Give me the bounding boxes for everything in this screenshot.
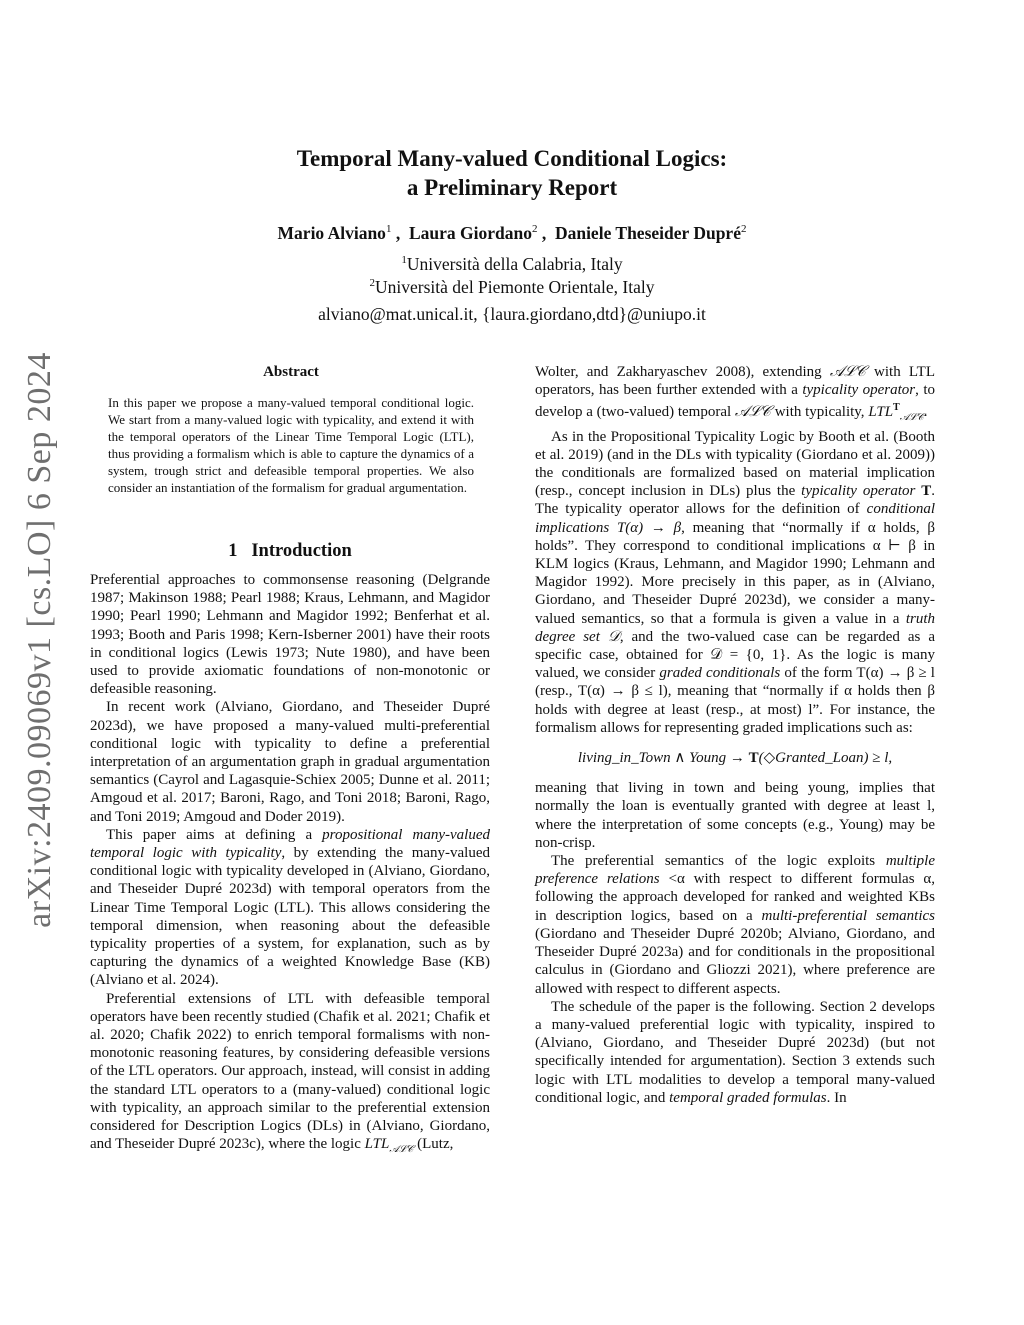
emphasis: truth degree set bbox=[535, 610, 935, 645]
author-name: Laura Giordano bbox=[408, 223, 532, 243]
display-formula: living_in_Town ∧ Young → T(◇Granted_Loan) ≥ l, bbox=[577, 750, 893, 767]
author-emails: alviano@mat.unical.it, {laura.giordano,dtd}@uniupo.it bbox=[318, 304, 706, 324]
paragraph: In recent work (Alviano, Giordano, and Theseider Dupré 2023d), we have proposed a many-valued multi-preferential conditional logic with typicality to define a preferential interpretation of an argumentation graph in gradual argumentation semantics (Cayrol and Lagasquie-Schiex 2005; Dunne et al. 2011; Amgoud et al. 2017; Baroni, Rago, and Toni 2018; Baroni, Rago, and Toni 2019; Amgoud and Doder 2019). bbox=[90, 699, 490, 825]
right-column bbox=[535, 363, 935, 1107]
paper-title bbox=[150, 144, 874, 202]
author-affil-mark: 2 bbox=[531, 223, 538, 236]
paragraph: This paper aims at defining a propositional many-valued temporal logic with typicality, by extending the many-valued conditional logic with typicality developed in (Alviano, Giordano, and Theseider Dupré 2023d) with temporal operators from the Linear Time Temporal Logic (LTL). This allows considering the temporal dimension, when reasoning about the defeasible typicality properties of a system, for explanation, such as by capturing the dynamics of a weighted Knowledge Base (KB) (Alviano et al. 2024). bbox=[90, 826, 490, 989]
section-number: 1 bbox=[228, 541, 238, 561]
affiliation-mark: 1 bbox=[401, 254, 407, 267]
paragraph: Preferential extensions of LTL with defeasible temporal operators have been recently studied (Chafik et al. 2021; Chafik et al. 2020; Chafik 2022) to enrich temporal formalisms with non-monotonic reasoning features, by considering defeasible versions of the LTL operators. Our approach, instead, will consist in adding the standard LTL operators to a (many-valued) conditional logic with typicality, an approach similar to the preferential extension considered for Description Logics (DLs) in (Alviano, Giordano, and Theseider Dupré 2023c), where the logic $LTL_{𝒜ℒ𝒞}$ (Lutz, bbox=[90, 990, 490, 1156]
title-line-1: Temporal Many-valued Conditional Logics: bbox=[296, 146, 728, 171]
arxiv-identifier: arXiv:2409.09069v1 [cs.LO] 6 Sep 2024 bbox=[21, 352, 58, 928]
emphasis: temporal graded formulas bbox=[669, 1089, 827, 1106]
emphasis: multi-preferential semantics bbox=[761, 907, 935, 924]
section-title: Introduction bbox=[251, 541, 352, 561]
author-affil-mark: 1 bbox=[385, 223, 392, 236]
affiliation-mark: 2 bbox=[369, 277, 376, 290]
author-name: Daniele Theseider Dupré bbox=[554, 223, 741, 243]
author-list: Mario Alviano$^1$ , Laura Giordano$^2$ , Daniele Theseider Dupré$^2$ bbox=[277, 223, 747, 243]
abstract-text: In this paper we propose a many-valued temporal conditional logic. We start from a many-valued logic with typicality, and extend it with the temporal operators of the Linear Time Temporal Logic (LTL), thus providing a formalism which is able to capture the dynamics of a system, trough strict and defeasible temporal properties. We also consider an instantiation of the formalism for gradual argumentation. bbox=[108, 395, 474, 496]
affiliation-2 bbox=[120, 277, 904, 298]
math-ltl-t-alc: $LTL^T_{𝒜ℒ𝒞}$ bbox=[868, 402, 924, 424]
paragraph: Wolter, and Zakharyaschev 2008), extending 𝒜ℒ𝒞 with LTL operators, has been further extended with a typicality operator, to develop a (two-valued) temporal 𝒜ℒ𝒞 with typicality, $LTL^T_{𝒜ℒ𝒞}$. bbox=[535, 364, 935, 424]
paragraph: The preferential semantics of the logic exploits multiple preference relations <α with respect to different formulas α, following the approach developed for ranked and weighted KBs in description logics, based on a multi-preferential semantics (Giordano and Theseider Dupré 2020b; Alviano, Giordano, and Theseider Dupré 2023a) and for conditionals in the propositional calculus in (Giordano and Gliozzi 2021), where preference are allowed with respect to different aspects. bbox=[535, 853, 936, 997]
emphasis: multiple preference relations bbox=[535, 853, 935, 888]
affiliation-text: Università del Piemonte Orientale, Italy bbox=[375, 277, 655, 297]
paragraph: meaning that living in town and being young, implies that normally the loan is eventually granted with degree at least l, where the interpretation of some concepts (e.g., Young) may be non-crisp. bbox=[535, 780, 935, 851]
arxiv-stamp bbox=[20, 352, 60, 928]
abstract-heading: Abstract bbox=[263, 364, 319, 380]
paragraph: The schedule of the paper is the following. Section 2 develops a many-valued preferential logic with typicality, inspired to (Alviano, Giordano, and Theseider Dupré 2023d) (but not specifically intended for argumentation). Section 3 extends such logic with LTL modalities to develop a temporal many-valued conditional logic, and temporal graded formulas. In bbox=[535, 998, 935, 1106]
title-line-2: a Preliminary Report bbox=[406, 175, 618, 200]
section-heading bbox=[90, 541, 490, 562]
paragraph: As in the Propositional Typicality Logic by Booth et al. (Booth et al. 2019) (and in the DLs with typicality (Giordano et al. 2009)) the conditionals are formalized based on material implication (resp., concept inclusion in DLs) plus the typicality operator T. The typicality operator allows for the definition of conditional implications T(α) → β, meaning that “normally if α holds, β holds”. They correspond to conditional implications α ⊢ β in KLM logics (Kraus, Lehmann, and Magidor 1990; Lehmann and Magidor 1992). More precisely in this paper, as in (Alviano, Giordano, and Theseider Dupré 2023d), we consider a many-valued semantics, so that a formula is given a value in a truth degree set 𝒟, and the two-valued case can be regarded as a specific case, obtained for 𝒟 = {0, 1}. As the logic is many valued, we consider graded conditionals of the form T(α) → β ≥ l (resp., T(α) → β ≤ l), meaning that “normally if α holds then β holds with degree at least (resp., at most) l”. For instance, the formalism allows for representing graded implications such as: bbox=[535, 428, 936, 736]
affiliation-1 bbox=[120, 254, 904, 275]
author-affil-mark: 2 bbox=[740, 223, 747, 236]
emphasis: conditional implications bbox=[535, 501, 935, 536]
left-column bbox=[90, 571, 490, 1160]
emphasis: typicality operator bbox=[802, 382, 916, 399]
affiliation-text: Università della Calabria, Italy bbox=[406, 254, 623, 274]
emphasis: propositional many-valued temporal logic with typicality bbox=[90, 826, 490, 862]
paragraph: Preferential approaches to commonsense reasoning (Delgrande 1987; Makinson 1988; Pearl 1988; Kraus, Lehmann, and Magidor 1990; Pearl 1990; Lehmann and Magidor 1992; Benferhat et al. 1993; Booth and Paris 1998; Kern-Isberner 2001) have their roots in conditional logics (Lewis 1973; Nute 1980), and have been used to provide axiomatic foundations of non-monotonic or defeasible reasoning. bbox=[90, 572, 490, 698]
emphasis: graded conditionals bbox=[659, 665, 781, 682]
author-name: Mario Alviano bbox=[277, 223, 386, 243]
math-ltl-alc: $LTL_{𝒜ℒ𝒞}$ bbox=[364, 1136, 414, 1156]
emphasis: typicality operator bbox=[801, 483, 916, 500]
